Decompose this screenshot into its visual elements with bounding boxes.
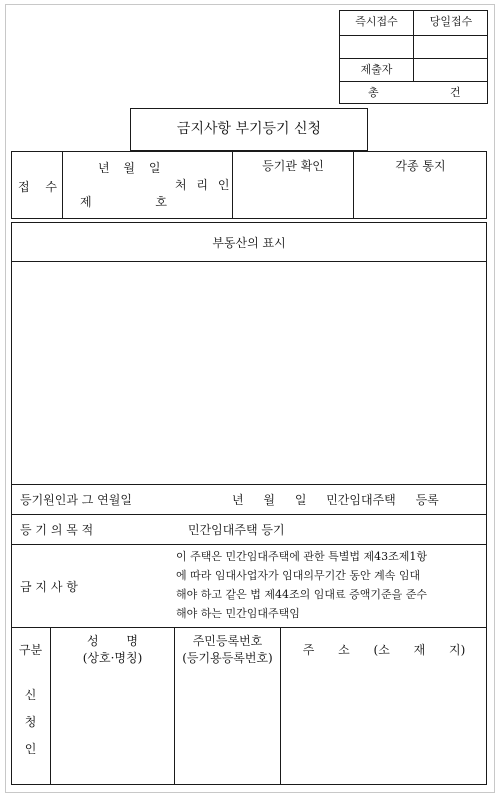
prohibited-row-top	[11, 544, 487, 545]
purpose-label: 등 기 의 목 적	[20, 523, 94, 537]
registrar-check-label: 등기관 확인	[262, 159, 324, 173]
prohibited-text-line-2: 에 따라 임대사업자가 임대의무기간 동안 계속 임대	[176, 569, 421, 582]
applicant-id-label: 주민등록번호	[192, 634, 263, 648]
applicant-side-3: 인	[24, 742, 37, 756]
total-label: 총	[368, 86, 379, 99]
submitter-label: 제출자	[360, 63, 393, 76]
applicant-side-1: 신	[24, 688, 37, 702]
applicant-name-label: 성 명	[87, 634, 138, 648]
purpose-value: 민간임대주택 등기	[188, 523, 285, 537]
prohibited-text-line-3: 해야 하고 같은 법 제44조의 임대료 증액기준을 준수	[176, 588, 427, 601]
property-display-area[interactable]	[13, 263, 485, 483]
prohibited-text-line-4: 해야 하는 민간임대주택임	[176, 607, 300, 620]
notices-label: 각종 통지	[395, 159, 446, 173]
immediate-receipt-label: 즉시접수	[355, 15, 398, 28]
count-label: 건	[450, 86, 461, 99]
applicant-address-label: 주 소 (소 재 지)	[302, 643, 466, 657]
property-header-divider	[11, 261, 487, 262]
prohibited-label: 금 지 사 항	[20, 580, 78, 594]
cause-row-top	[11, 484, 487, 485]
same-day-receipt-label: 당일접수	[429, 15, 473, 28]
reception-processor: 처 리 인	[175, 178, 233, 192]
reception-date: 년 월 일	[98, 161, 166, 175]
applicant-id-sublabel: (등기용등록번호)	[182, 651, 273, 665]
prohibited-text-line-1: 이 주택은 민간임대주택에 관한 특별법 제43조제1항	[176, 550, 427, 563]
property-display-header: 부동산의 표시	[212, 236, 286, 250]
applicant-row-top	[11, 627, 487, 628]
cause-value: 년 월 일 민간임대주택 등록	[232, 493, 439, 507]
applicant-category-label: 구분	[18, 643, 43, 657]
receipt-box-divider-h2	[339, 58, 488, 59]
reception-label: 접 수	[18, 180, 63, 194]
form-title: 금지사항 부기등기 신청	[176, 121, 322, 137]
applicant-side-2: 청	[24, 715, 37, 729]
receipt-box-divider-h3	[339, 81, 488, 82]
applicant-name-sublabel: (상호·명칭)	[82, 651, 143, 665]
cause-label: 등기원인과 그 연월일	[20, 493, 132, 507]
receipt-box-divider-h1	[339, 35, 488, 36]
reception-number: 제 호	[80, 195, 167, 209]
purpose-row-top	[11, 514, 487, 515]
